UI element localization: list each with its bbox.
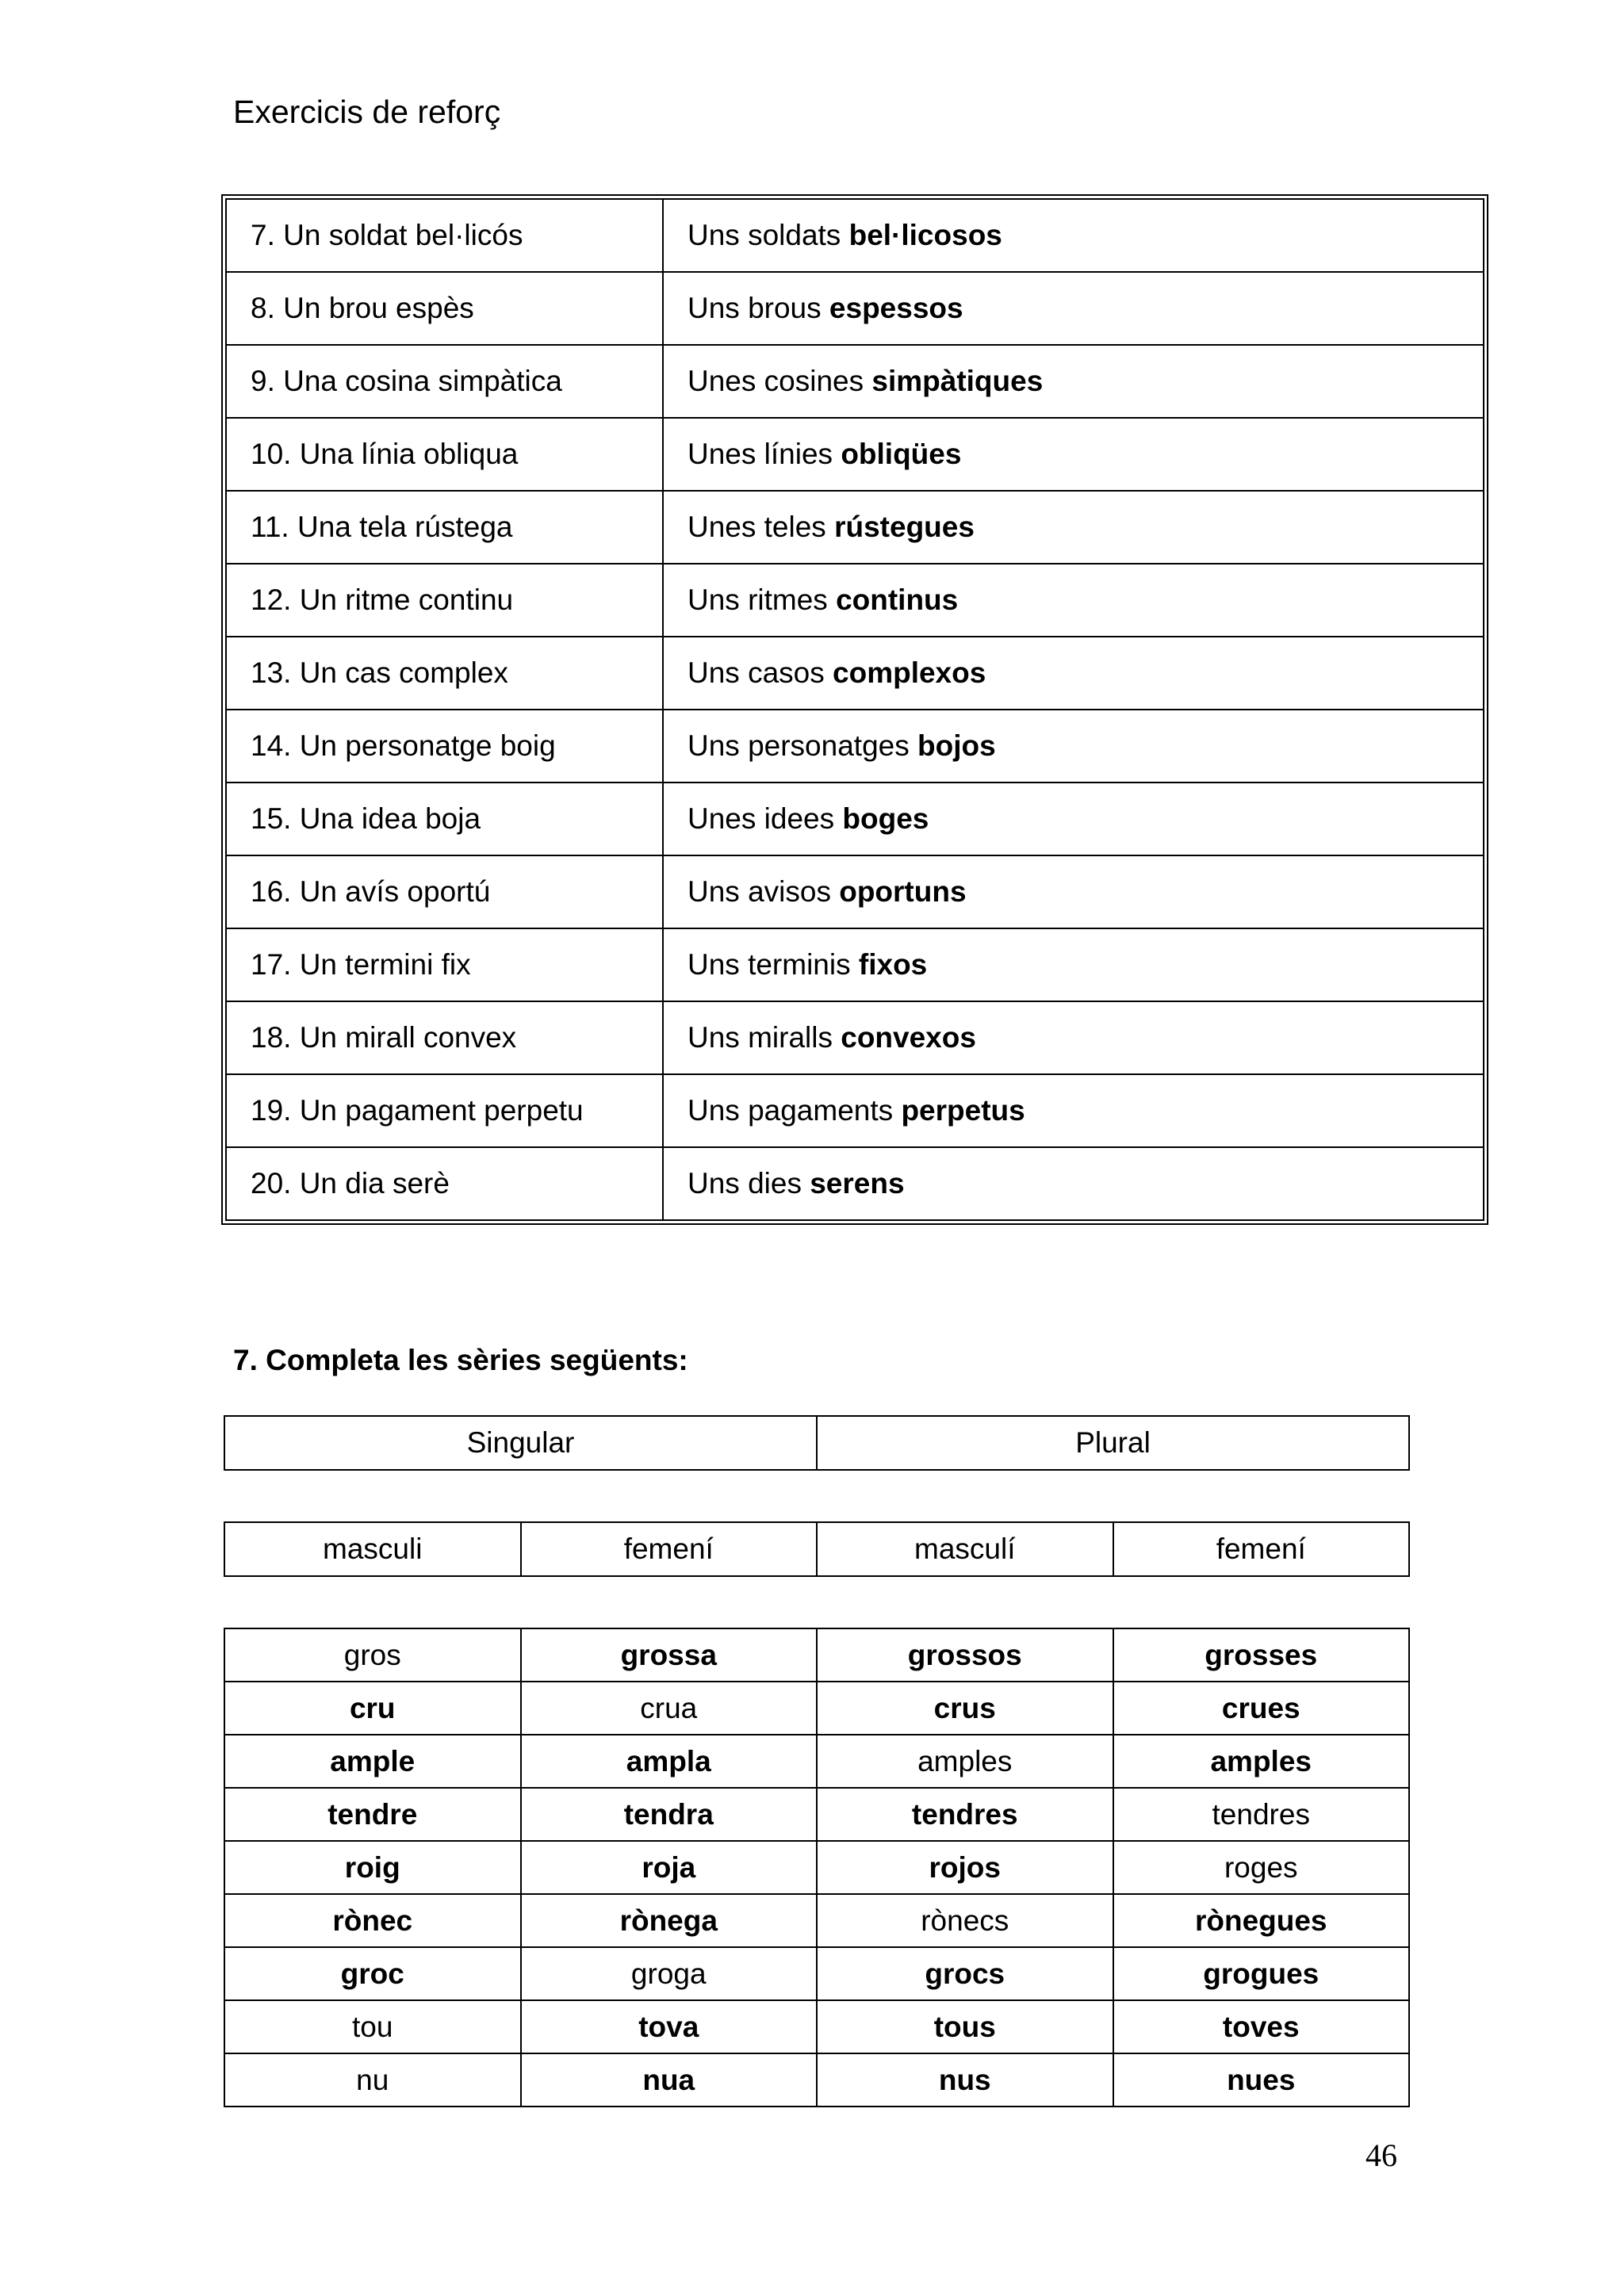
series-cell: groc (224, 1947, 521, 2000)
series-cell: amples (817, 1735, 1113, 1788)
plural-answer: bojos (917, 729, 996, 762)
plural-answer: oportuns (839, 875, 967, 908)
plural-cell (663, 272, 1484, 345)
singular-cell: 18. Un mirall convex (226, 1001, 663, 1074)
plural-prefix: Unes cosines (688, 365, 872, 397)
singular-cell: 19. Un pagament perpetu (226, 1074, 663, 1147)
plural-cell (663, 928, 1484, 1001)
singular-cell: 16. Un avís oportú (226, 855, 663, 928)
plural-answer: obliqües (841, 438, 962, 470)
singular-cell: 17. Un termini fix (226, 928, 663, 1001)
singular-cell: 8. Un brou espès (226, 272, 663, 345)
plural-cell (663, 345, 1484, 418)
series-cell: tendres (1113, 1788, 1410, 1841)
series-cell: crus (817, 1682, 1113, 1735)
plural-prefix: Uns dies (688, 1167, 810, 1200)
pair-row (226, 345, 1484, 418)
plural-prefix: Uns ritmes (688, 584, 837, 616)
series-row (224, 2000, 1409, 2053)
pair-row (226, 491, 1484, 564)
singular-cell: 9. Una cosina simpàtica (226, 345, 663, 418)
series-row (224, 1894, 1409, 1947)
singular-cell: 13. Un cas complex (226, 637, 663, 710)
series-cell: tous (817, 2000, 1113, 2053)
series-cell: rònega (521, 1894, 818, 1947)
series-cell: nues (1113, 2053, 1410, 2107)
header-singular: Singular (224, 1416, 817, 1470)
plural-prefix: Uns pagaments (688, 1094, 902, 1127)
page-header: Exercicis de reforç (233, 94, 501, 130)
series-cell: crues (1113, 1682, 1410, 1735)
pair-row (226, 272, 1484, 345)
plural-prefix: Uns personatges (688, 729, 918, 762)
series-cell: nu (224, 2053, 521, 2107)
subheader-cell: masculi (224, 1522, 521, 1576)
plural-pairs-table (221, 194, 1488, 1225)
plural-prefix: Uns terminis (688, 948, 859, 981)
plural-prefix: Unes idees (688, 802, 843, 835)
series-row (224, 2053, 1409, 2107)
series-cell: rònegues (1113, 1894, 1410, 1947)
plural-prefix: Unes línies (688, 438, 841, 470)
series-cell: gros (224, 1628, 521, 1682)
plural-cell (663, 637, 1484, 710)
pair-row (226, 783, 1484, 855)
subheader-cell: femení (1113, 1522, 1410, 1576)
plural-cell (663, 491, 1484, 564)
plural-answer: simpàtiques (871, 365, 1044, 397)
series-table (224, 1628, 1410, 2107)
plural-cell (663, 855, 1484, 928)
plural-answer: convexos (841, 1021, 976, 1054)
series-cell: tou (224, 2000, 521, 2053)
series-cell: grosses (1113, 1628, 1410, 1682)
pair-row (226, 710, 1484, 783)
series-cell: crua (521, 1682, 818, 1735)
series-cell: ampla (521, 1735, 818, 1788)
plural-cell (663, 1147, 1484, 1220)
series-row (224, 1947, 1409, 2000)
series-cell: roig (224, 1841, 521, 1894)
exercise-title: 7. Completa les sèries següents: (233, 1344, 688, 1376)
pair-row (226, 855, 1484, 928)
series-row (224, 1682, 1409, 1735)
plural-cell (663, 418, 1484, 491)
series-cell: grossos (817, 1628, 1113, 1682)
pair-row (226, 1147, 1484, 1220)
page-number: 46 (1365, 2137, 1397, 2173)
series-cell: tendres (817, 1788, 1113, 1841)
plural-prefix: Uns avisos (688, 875, 840, 908)
singular-cell: 11. Una tela rústega (226, 491, 663, 564)
pair-row (226, 1001, 1484, 1074)
series-cell: grossa (521, 1628, 818, 1682)
plural-answer: bel·licosos (848, 219, 1002, 251)
plural-cell (663, 564, 1484, 637)
series-cell: roja (521, 1841, 818, 1894)
series-row (224, 1735, 1409, 1788)
pair-row (226, 928, 1484, 1001)
series-cell: tendra (521, 1788, 818, 1841)
pair-row (226, 199, 1484, 272)
plural-cell (663, 199, 1484, 272)
singular-cell: 7. Un soldat bel·licós (226, 199, 663, 272)
series-cell: roges (1113, 1841, 1410, 1894)
plural-answer: perpetus (901, 1094, 1025, 1127)
plural-cell (663, 710, 1484, 783)
singular-cell: 14. Un personatge boig (226, 710, 663, 783)
series-row (224, 1628, 1409, 1682)
plural-cell (663, 1001, 1484, 1074)
plural-prefix: Unes teles (688, 511, 835, 543)
series-cell: groga (521, 1947, 818, 2000)
series-cell: rònecs (817, 1894, 1113, 1947)
series-cell: ample (224, 1735, 521, 1788)
series-row (224, 1788, 1409, 1841)
series-row (224, 1841, 1409, 1894)
plural-prefix: Uns casos (688, 656, 833, 689)
pair-row (226, 564, 1484, 637)
singular-cell: 10. Una línia obliqua (226, 418, 663, 491)
plural-answer: fixos (858, 948, 928, 981)
pair-row (226, 418, 1484, 491)
series-cell: nus (817, 2053, 1113, 2107)
singular-cell: 20. Un dia serè (226, 1147, 663, 1220)
singular-cell: 15. Una idea boja (226, 783, 663, 855)
series-cell: toves (1113, 2000, 1410, 2053)
series-cell: rònec (224, 1894, 521, 1947)
plural-answer: complexos (833, 656, 986, 689)
series-cell: nua (521, 2053, 818, 2107)
series-cell: grogues (1113, 1947, 1410, 2000)
subheader-cell: masculí (817, 1522, 1113, 1576)
plural-answer: rústegues (834, 511, 975, 543)
plural-cell (663, 1074, 1484, 1147)
plural-prefix: Uns miralls (688, 1021, 841, 1054)
plural-answer: espessos (829, 292, 963, 324)
plural-prefix: Uns brous (688, 292, 829, 324)
plural-cell (663, 783, 1484, 855)
series-header-table (224, 1415, 1410, 1471)
series-cell: tova (521, 2000, 818, 2053)
series-cell: amples (1113, 1735, 1410, 1788)
series-cell: grocs (817, 1947, 1113, 2000)
series-cell: cru (224, 1682, 521, 1735)
series-cell: tendre (224, 1788, 521, 1841)
plural-answer: serens (810, 1167, 905, 1200)
plural-prefix: Uns soldats (688, 219, 849, 251)
series-subheader-table (224, 1521, 1410, 1577)
plural-answer: continus (836, 584, 959, 616)
header-plural: Plural (817, 1416, 1409, 1470)
singular-cell: 12. Un ritme continu (226, 564, 663, 637)
pair-row (226, 637, 1484, 710)
series-cell: rojos (817, 1841, 1113, 1894)
plural-answer: boges (842, 802, 929, 835)
subheader-cell: femení (521, 1522, 818, 1576)
pair-row (226, 1074, 1484, 1147)
